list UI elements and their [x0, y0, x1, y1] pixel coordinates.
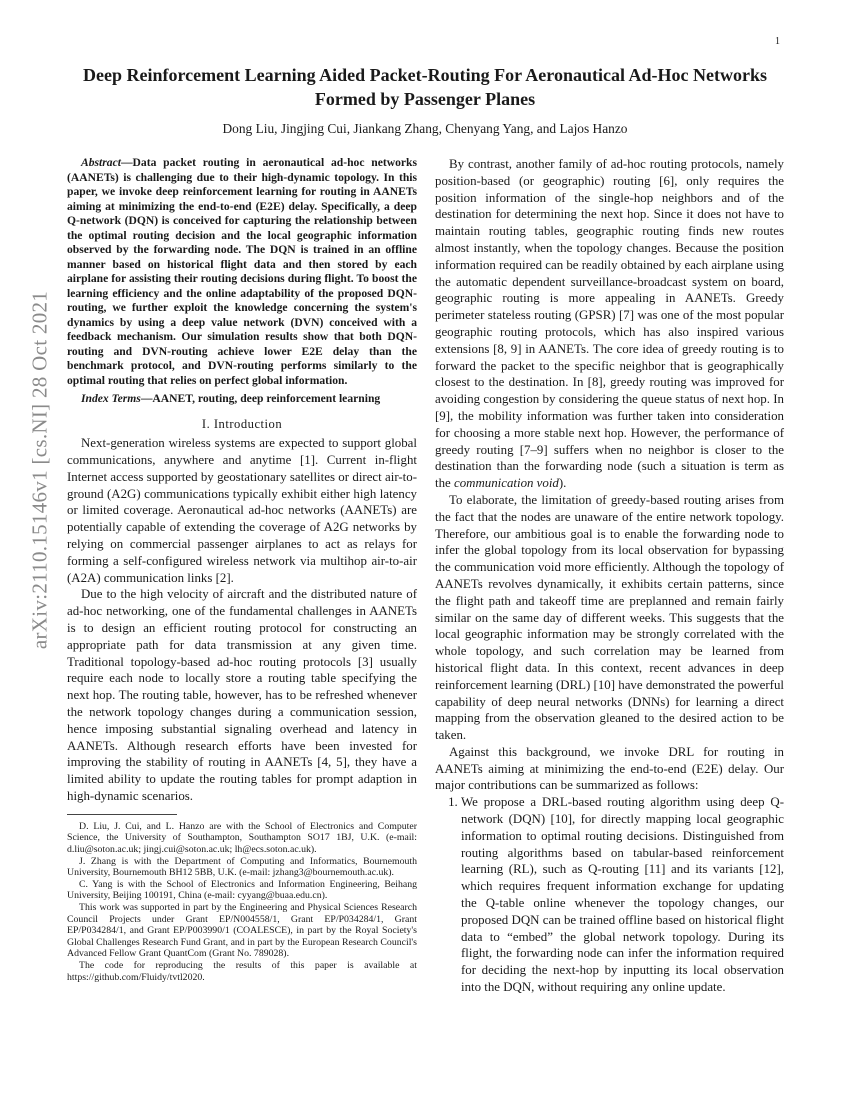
- right-column: [435, 156, 784, 996]
- arxiv-side-stamp: [20, 285, 60, 655]
- footnote-funding: This work was supported in part by the Engineering and Physical Sciences Research Council Projects under Grant EP/N004558/1, Grant EP/P034284/1, Grant EP/P034284/1, and Grant EP/P003990/1 (COALESCE), in part by the Royal Society's Global Challenges Research Fund Grant, and in part by the European Research Council's Advanced Fellow Grant QuantCom (Grant No. 789028).: [67, 901, 417, 960]
- author-list: Dong Liu, Jingjing Cui, Jiankang Zhang, Chenyang Yang, and Lajos Hanzo: [222, 121, 628, 136]
- index-terms: [67, 392, 417, 407]
- term-communication-void: communication void: [453, 476, 559, 491]
- left-column: [67, 156, 417, 983]
- intro-paragraph-1: Next-generation wireless systems are expected to support global communications, anywhere and anytime [1]. Current in-flight Internet access supported by geostationary satellites or direct air-to-ground (A2G) communications typically exhibit either high latency or limited coverage. Aeronautical ad-hoc networks (AANETs) are potentially capable of extending the coverage of A2G networks by relying on commercial passenger airplanes to act as relays for forming a self-configured wireless network via multihop air-to-air (A2A) communication links [2].: [67, 436, 417, 585]
- body-paragraph-geographic-routing: By contrast, another family of ad-hoc routing protocols, namely position-based (or geographic) routing [6], only requires the position information of the single-hop neighbors and of the destination for determining the next hop. Since it does not have to maintain routing tables, geographic routing finds new routes almost instantly, when the topology changes. Because the position information required can be readily obtained by each airplane using the automatic dependent surveillance-broadcast system on board, geographic routing is more appealing in AANETs. Greedy perimeter stateless routing (GPSR) [7] was one of the most popular geographic routing protocols, which has also inspired various extensions [8, 9] in AANETs. The core idea of greedy routing is to forward the packet to the specific neighbor that is geographically closest to the destination. In [8], greedy routing was improved for avoiding congestion by considering the queue status of next hop. In [9], the mobility information was further taken into consideration for choosing a more stable next hop. However, the performance of greedy routing [7–9] suffers when no neighbor is closer to the destination than the forwarding node (such a situation is term as the communication void).: [435, 157, 784, 491]
- footnote-code-link: The code for reproducing the results of this paper is available at https://github.com/Fluidy/tvtl2020.: [67, 959, 417, 983]
- contribution-item: 1. We propose a DRL-based routing algorithm using deep Q-network (DQN) [10], for directly mapping local geographic information to optimal routing decisions. Distinguished from routing algorithms based on tabular-based reinforcement learning (RL), such as Q-routing [11] and its variants [12], which requires frequent information exchange for updating the Q-table online whenever the topology changes, our proposed DQN can be trained offline based on historical flight data to “embed” the global network topology. During its flight, the forwarding node can infer the information required for deciding the next-hop by inputting its local observation into the DQN, without requiring any online update.: [461, 794, 784, 996]
- arxiv-identifier: arXiv:2110.15146v1 [cs.NI] 28 Oct 2021: [27, 290, 52, 650]
- footnote-affiliation-2: J. Zhang is with the Department of Computing and Informatics, Bournemouth University, Bournemouth BH12 5BB, U.K. (e-mail: jzhang3@bournemouth.ac.uk).: [67, 855, 417, 879]
- contributions-list: [435, 794, 784, 996]
- index-terms-label: Index Terms: [81, 392, 141, 405]
- footnote-divider: [67, 814, 177, 815]
- page-number: 1: [775, 36, 780, 47]
- abstract: [67, 156, 417, 388]
- section-heading-introduction: I. Introduction: [201, 416, 283, 431]
- body-paragraph-elaborate: To elaborate, the limitation of greedy-based routing arises from the fact that the nodes are unaware of the entire network topology. Therefore, our ambitious goal is to enable the forwarding node to infer the global topology from its local observation for bypassing the communication void more efficiently. Although the topology of AANETs revolves dynamically, it exhibits certain patterns, since the flight path and takeoff time are preplanned and remain fairly similar on the same day of different weeks. This suggests that the local geographic information may be strongly correlated with the whole topology, and such correlation may be learned from historical flight data. In this context, recent advances in deep reinforcement learning (DRL) [10] have demonstrated the powerful capability of deep neural networks (DNNs) for learning a direct mapping from the observation gleaned to the desired action to be taken.: [435, 492, 784, 743]
- paper-title: Deep Reinforcement Learning Aided Packet-Routing For Aeronautical Ad-Hoc Networks Formed by Passenger Planes: [83, 65, 767, 109]
- abstract-text: —Data packet routing in aeronautical ad-hoc networks (AANETs) is challenging due to their high-dynamic topology. In this paper, we invoke deep reinforcement learning for routing in AANETs aiming at minimizing the end-to-end (E2E) delay. Specifically, a deep Q-network (DQN) is conceived for capturing the relationship between the optimal routing decision and the local geographic information observed by the forwarding node. The DQN is trained in an offline manner based on historical flight data and then stored by each airplane for assisting their routing decisions during flight. To boost the learning efficiency and the online adaptability of the proposed DQN-routing, we further exploit the knowledge concerning the system's dynamics by using a deep value network (DVN) conceived with a feedback mechanism. Our simulation results show that both DQN-routing and DVN-routing achieve lower E2E delay than the benchmark protocol, and DVN-routing performs similarly to the optimal routing that relies on perfect global information.: [67, 156, 417, 387]
- index-terms-text: —AANET, routing, deep reinforcement learning: [140, 392, 381, 405]
- footnote-affiliation-3: C. Yang is with the School of Electronics and Information Engineering, Beihang University, Beijing 100191, China (e-mail: cyyang@buaa.edu.cn).: [67, 878, 417, 902]
- body-paragraph-background: Against this background, we invoke DRL for routing in AANETs aiming at minimizing the end-to-end (E2E) delay. Our major contributions can be summarized as follows:: [435, 744, 784, 793]
- intro-paragraph-2: Due to the high velocity of aircraft and the distributed nature of ad-hoc networking, one of the fundamental challenges in AANETs is to design an efficient routing protocol for constructing an appropriate path for data transmission at any given time. Traditional topology-based ad-hoc routing protocols [3] usually require each node to locally store a routing table specifying the next hop. The routing table, however, has to be refreshed whenever the network topology changes during a communication session, hence imposing substantial signaling overhead and latency in AANETs. Although research efforts have been invested for improving the stability of routing in AANETs [4, 5], they have a limited ability to update the routing tables for prompt adaption in high-dynamic scenarios.: [67, 587, 417, 804]
- footnote-affiliation-1: D. Liu, J. Cui, and L. Hanzo are with the School of Electronics and Computer Science, the University of Southampton, Southampton SO17 1BJ, U.K. (e-mail: d.liu@soton.ac.uk; jingj.cui@soton.ac.uk; lh@ecs.soton.ac.uk).: [67, 820, 417, 856]
- abstract-label: Abstract: [81, 156, 121, 169]
